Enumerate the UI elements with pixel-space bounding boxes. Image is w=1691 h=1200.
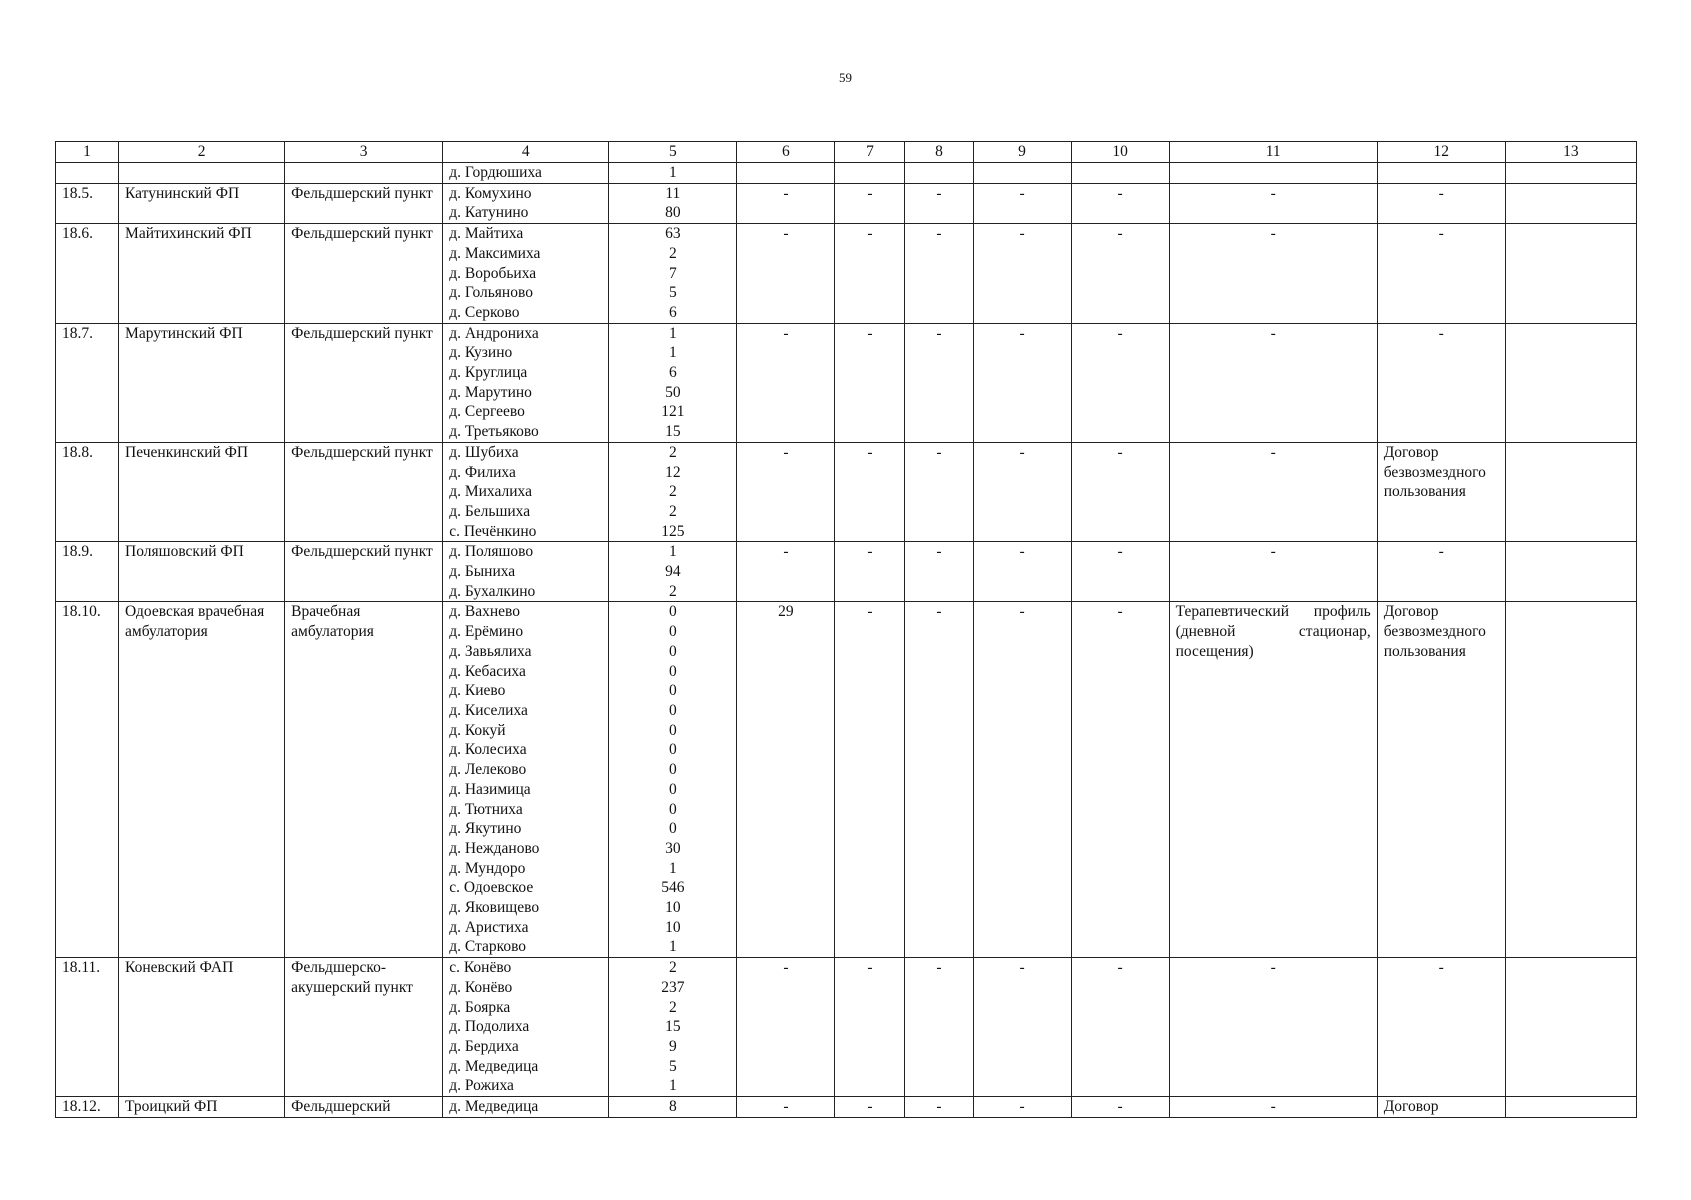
population-value: 6 (668, 303, 677, 321)
col-9-cell: - (973, 442, 1071, 542)
locality-item: д. Мундоро (449, 859, 526, 877)
col-10-cell: - (1071, 958, 1169, 1097)
locality-item: д. Воробьиха (449, 264, 537, 282)
population-value: 0 (668, 603, 677, 621)
col-7-cell: - (835, 323, 905, 442)
row-number-cell: 18.7. (56, 323, 119, 442)
col-13-cell (1505, 224, 1636, 324)
population-value: 12 (665, 463, 681, 481)
population-value: 5 (668, 1057, 677, 1075)
profile-cell: - (1169, 542, 1377, 602)
locality-item: д. Медведица (449, 1057, 539, 1075)
facility-type-cell: Фельдшерский (285, 1097, 443, 1118)
locality-item: д. Кебасиха (449, 662, 526, 680)
facilities-table (55, 141, 1637, 1118)
locality-item: д. Бердиха (449, 1037, 519, 1055)
property-basis-cell: - (1377, 323, 1505, 442)
profile-cell: Терапевтический профиль (дневной стационар, посещения) (1169, 602, 1377, 958)
header-cell: 11 (1169, 142, 1377, 163)
locality-item: д. Боярка (449, 998, 511, 1016)
facility-name-cell: Коневский ФАП (119, 958, 285, 1097)
population-value: 2 (668, 998, 677, 1016)
col-9-cell: - (973, 542, 1071, 602)
populations-cell (609, 958, 737, 1097)
locality-item: с. Одоевское (449, 879, 534, 897)
population-value: 50 (665, 383, 681, 401)
col-8-cell: - (905, 602, 973, 958)
locality-item: д. Шубиха (449, 443, 519, 461)
col-9-cell: - (973, 183, 1071, 223)
header-cell: 9 (973, 142, 1071, 163)
header-cell: 12 (1377, 142, 1505, 163)
populations-cell (609, 323, 737, 442)
population-value: 6 (668, 364, 677, 382)
population-value: 5 (668, 284, 677, 302)
population-value: 2 (668, 244, 677, 262)
population-value: 1 (668, 859, 677, 877)
col-9-cell: - (973, 323, 1071, 442)
header-cell: 6 (737, 142, 835, 163)
col-13-cell (1505, 542, 1636, 602)
table-row (56, 602, 1637, 958)
population-value: 237 (661, 978, 685, 996)
populations-cell (609, 1097, 737, 1118)
locality-item: с. Конёво (449, 959, 512, 977)
population-value: 80 (665, 204, 681, 222)
locality-item: д. Ерёмино (449, 623, 524, 641)
locality-item: д. Завьялиха (449, 642, 532, 660)
population-value: 1 (668, 344, 677, 362)
profile-cell: - (1169, 183, 1377, 223)
table-row (56, 958, 1637, 1097)
locality-item: д. Третьяково (449, 423, 539, 441)
property-basis-cell: - (1377, 958, 1505, 1097)
population-value: 8 (668, 1098, 677, 1116)
col-6-cell: - (737, 183, 835, 223)
facility-type-cell: Фельдшерский пункт (285, 183, 443, 223)
localities-cell (443, 224, 609, 324)
population-value: 63 (665, 225, 681, 243)
population-value: 9 (668, 1037, 677, 1055)
header-cell: 1 (56, 142, 119, 163)
population-value: 15 (665, 423, 681, 441)
localities-cell (443, 602, 609, 958)
facility-name-cell: Поляшовский ФП (119, 542, 285, 602)
population-value: 0 (668, 761, 677, 779)
row-number-cell: 18.11. (56, 958, 119, 1097)
population-value: 2 (668, 443, 677, 461)
population-value: 10 (665, 899, 681, 917)
populations-cell (609, 542, 737, 602)
population-value: 2 (668, 502, 677, 520)
locality-item: д. Конёво (449, 978, 513, 996)
locality-item: д. Тютниха (449, 800, 523, 818)
localities-cell (443, 542, 609, 602)
col-7-cell: - (835, 958, 905, 1097)
facility-name-cell: Марутинский ФП (119, 323, 285, 442)
population-value: 0 (668, 682, 677, 700)
col-13-cell (1505, 442, 1636, 542)
col-13-cell (1505, 958, 1636, 1097)
locality-item: д. Колесиха (449, 741, 527, 759)
locality-item: д. Назимица (449, 780, 531, 798)
col-10-cell: - (1071, 1097, 1169, 1118)
population-value: 0 (668, 721, 677, 739)
profile-cell: - (1169, 958, 1377, 1097)
profile-cell: - (1169, 224, 1377, 324)
population-value: 546 (661, 879, 685, 897)
table-row (56, 1097, 1637, 1118)
population-value: 0 (668, 741, 677, 759)
col-7-cell: - (835, 1097, 905, 1118)
locality-item: д. Катунино (449, 204, 529, 222)
profile-cell: - (1169, 442, 1377, 542)
header-cell: 3 (285, 142, 443, 163)
locality-item: д. Рожиха (449, 1077, 514, 1095)
col-6-cell: - (737, 442, 835, 542)
header-cell: 8 (905, 142, 973, 163)
locality-item: д. Андрониха (449, 324, 539, 342)
locality-item: д. Нежданово (449, 839, 540, 857)
facility-type-cell: Фельдшерский пункт (285, 323, 443, 442)
locality-item: д. Яковищево (449, 899, 540, 917)
population-cell: 1 (609, 163, 737, 184)
col-10-cell: - (1071, 323, 1169, 442)
col-13-cell (1505, 1097, 1636, 1118)
populations-cell (609, 442, 737, 542)
col-6-cell: - (737, 542, 835, 602)
header-cell: 4 (443, 142, 609, 163)
locality-cell: д. Гордюшиха (443, 163, 609, 184)
population-value: 2 (668, 959, 677, 977)
locality-item: д. Круглица (449, 364, 528, 382)
col-6-cell: - (737, 224, 835, 324)
populations-cell (609, 602, 737, 958)
population-value: 0 (668, 642, 677, 660)
row-number-cell: 18.5. (56, 183, 119, 223)
locality-item: д. Якутино (449, 820, 522, 838)
col-10-cell: - (1071, 602, 1169, 958)
table-row (56, 542, 1637, 602)
property-basis-cell: Договор (1377, 1097, 1505, 1118)
col-7-cell: - (835, 183, 905, 223)
row-number-cell: 18.12. (56, 1097, 119, 1118)
profile-cell: - (1169, 1097, 1377, 1118)
facility-type-cell: Врачебная амбулатория (285, 602, 443, 958)
col-8-cell: - (905, 542, 973, 602)
col-9-cell: - (973, 224, 1071, 324)
col-9-cell: - (973, 602, 1071, 958)
localities-cell (443, 1097, 609, 1118)
locality-item: д. Киселиха (449, 701, 528, 719)
facility-name-cell: Майтихинский ФП (119, 224, 285, 324)
col-6-cell: 29 (737, 602, 835, 958)
page-number: 59 (839, 70, 852, 85)
populations-cell (609, 183, 737, 223)
population-value: 15 (665, 1018, 681, 1036)
population-value: 1 (668, 543, 677, 561)
locality-item: д. Аристиха (449, 918, 529, 936)
col-10-cell: - (1071, 442, 1169, 542)
locality-item: д. Вахнево (449, 603, 520, 621)
locality-item: д. Медведица (449, 1098, 539, 1116)
col-8-cell: - (905, 224, 973, 324)
facility-type-cell: Фельдшерский пункт (285, 442, 443, 542)
populations-cell (609, 224, 737, 324)
col-13-cell (1505, 323, 1636, 442)
continuation-row (56, 163, 1637, 184)
col-8-cell: - (905, 442, 973, 542)
row-number-cell: 18.8. (56, 442, 119, 542)
col-8-cell: - (905, 1097, 973, 1118)
population-value: 11 (665, 184, 681, 202)
locality-item: д. Филиха (449, 463, 516, 481)
facility-name-cell: Печенкинский ФП (119, 442, 285, 542)
col-7-cell: - (835, 442, 905, 542)
table-row (56, 183, 1637, 223)
population-value: 30 (665, 839, 681, 857)
col-6-cell: - (737, 958, 835, 1097)
population-value: 0 (668, 623, 677, 641)
property-basis-cell: - (1377, 224, 1505, 324)
col-8-cell: - (905, 958, 973, 1097)
localities-cell (443, 442, 609, 542)
population-value: 0 (668, 820, 677, 838)
locality-item: д. Максимиха (449, 244, 541, 262)
facility-name-cell: Троицкий ФП (119, 1097, 285, 1118)
locality-item: д. Старково (449, 938, 527, 956)
locality-item: с. Печёнкино (449, 522, 537, 540)
header-row (56, 142, 1637, 163)
col-10-cell: - (1071, 183, 1169, 223)
population-value: 1 (668, 938, 677, 956)
locality-item: д. Бухалкино (449, 582, 536, 600)
localities-cell (443, 183, 609, 223)
col-13-cell (1505, 602, 1636, 958)
population-value: 7 (668, 264, 677, 282)
facility-name-cell: Катунинский ФП (119, 183, 285, 223)
col-8-cell: - (905, 323, 973, 442)
col-10-cell: - (1071, 224, 1169, 324)
property-basis-cell: - (1377, 542, 1505, 602)
population-value: 94 (665, 563, 681, 581)
property-basis-cell: - (1377, 183, 1505, 223)
population-value: 2 (668, 582, 677, 600)
population-value: 0 (668, 701, 677, 719)
col-6-cell: - (737, 323, 835, 442)
row-number-cell: 18.10. (56, 602, 119, 958)
header-cell: 7 (835, 142, 905, 163)
header-cell: 13 (1505, 142, 1636, 163)
facility-type-cell: Фельдшерско-акушерский пункт (285, 958, 443, 1097)
locality-item: д. Кокуй (449, 721, 506, 739)
table-row (56, 323, 1637, 442)
col-10-cell: - (1071, 542, 1169, 602)
row-number-cell: 18.9. (56, 542, 119, 602)
population-value: 1 (668, 1077, 677, 1095)
locality-item: д. Серково (449, 303, 520, 321)
facility-type-cell: Фельдшерский пункт (285, 224, 443, 324)
locality-item: д. Кузино (449, 344, 513, 362)
col-7-cell: - (835, 602, 905, 958)
population-value: 10 (665, 918, 681, 936)
locality-item: д. Комухино (449, 184, 532, 202)
col-8-cell: - (905, 183, 973, 223)
population-value: 125 (661, 522, 685, 540)
locality-item: д. Гольяново (449, 284, 533, 302)
locality-item: д. Бельшиха (449, 502, 531, 520)
locality-item: д. Поляшово (449, 543, 534, 561)
col-7-cell: - (835, 224, 905, 324)
table-row (56, 224, 1637, 324)
col-9-cell: - (973, 958, 1071, 1097)
locality-item: д. Лелеково (449, 761, 527, 779)
col-6-cell: - (737, 1097, 835, 1118)
row-number-cell: 18.6. (56, 224, 119, 324)
localities-cell (443, 958, 609, 1097)
header-cell: 5 (609, 142, 737, 163)
locality-item: д. Майтиха (449, 225, 524, 243)
col-9-cell: - (973, 1097, 1071, 1118)
locality-item: д. Киево (449, 682, 506, 700)
locality-item: д. Марутино (449, 383, 532, 401)
locality-item: д. Михалиха (449, 483, 532, 501)
facility-name-cell: Одоевская врачебная амбулатория (119, 602, 285, 958)
population-value: 2 (668, 483, 677, 501)
locality-item: д. Быниха (449, 563, 516, 581)
population-value: 0 (668, 780, 677, 798)
col-7-cell: - (835, 542, 905, 602)
profile-cell: - (1169, 323, 1377, 442)
population-value: 0 (668, 662, 677, 680)
property-basis-cell: Договор безвозмездного пользования (1377, 602, 1505, 958)
population-value: 121 (661, 403, 685, 421)
locality-item: д. Сергеево (449, 403, 525, 421)
col-13-cell (1505, 183, 1636, 223)
table-row (56, 442, 1637, 542)
facility-type-cell: Фельдшерский пункт (285, 542, 443, 602)
header-cell: 2 (119, 142, 285, 163)
locality-item: д. Подолиха (449, 1018, 530, 1036)
header-cell: 10 (1071, 142, 1169, 163)
localities-cell (443, 323, 609, 442)
population-value: 1 (668, 324, 677, 342)
population-value: 0 (668, 800, 677, 818)
property-basis-cell: Договор безвозмездного пользования (1377, 442, 1505, 542)
